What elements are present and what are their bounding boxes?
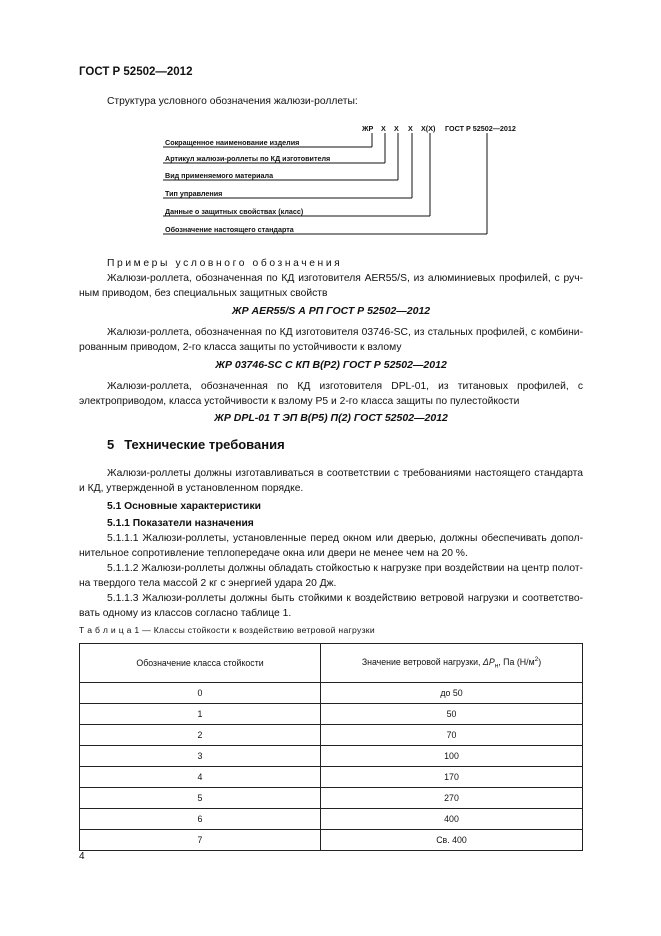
header-superscript: 2 [534,656,539,664]
header-text: , Па (Н/м [498,657,535,668]
code-part-standard: ГОСТ Р 52502—2012 [445,124,516,133]
example-2-text: Жалюзи-роллета, обозначенная по КД изготовителя 03746-SC, из стальных профилей, с комбини- [107,327,583,338]
wind-load-table [79,643,583,851]
header-text: Значение ветровой нагрузки, [361,657,483,668]
example-1-text: Жалюзи-роллета, обозначенная по КД изготовителя AER55/S, из алюминиевых профилей, с руч- [107,273,583,284]
table-row [80,788,583,809]
column-header-class: Обозначение класса стойкости [80,644,321,683]
class-cell: 0 [80,683,321,704]
clause-5-1-1-1: нительное сопротивление теплопередаче окна или двери не менее чем на 20 %. [79,548,468,559]
diagram-label: Артикул жалюзи-роллеты по КД изготовителя [165,154,331,163]
code-part: Х(Х) [421,124,436,133]
code-part: Х [381,124,386,133]
table-row [80,683,583,704]
structure-intro: Структура условного обозначения жалюзи-роллеты: [107,96,358,107]
clause-5-1-1-3: вать одному из классов согласно таблице 1. [79,608,292,619]
class-cell: 4 [80,767,321,788]
class-cell: 2 [80,725,321,746]
diagram-lines [0,0,661,260]
class-cell: 6 [80,809,321,830]
example-3-text: Жалюзи-роллета, обозначенная по КД изготовителя DPL-01, из титановых профилей, с [107,381,583,392]
diagram-label: Данные о защитных свойствах (класс) [165,207,304,216]
example-2-text: рованным приводом, 2-го класса защиты по устойчивости к взлому [79,342,402,353]
table-row [80,746,583,767]
examples-heading: Примеры условного обозначения [107,258,343,269]
diagram-label: Сокращенное наименование изделия [165,138,300,147]
clause-5-1-1-1: 5.1.1.1 Жалюзи-роллеты, установленные перед окном или дверью, должны обеспечивать допол- [107,533,583,544]
load-cell: 270 [321,788,583,809]
column-header-load [321,644,583,683]
designation-diagram [0,0,661,260]
example-1-text: ным приводом, без специальных защитных свойств [79,288,328,299]
class-cell: 1 [80,704,321,725]
table-row [80,830,583,851]
example-2-code: ЖР 03746-SC С КП В(Р2) ГОСТ Р 52502—2012 [215,359,447,371]
table-caption: Т а б л и ц а 1 — Классы стойкости к воздействию ветровой нагрузки [79,625,375,635]
table-header-row [80,644,583,683]
diagram-label: Тип управления [165,189,223,198]
section-5-heading [107,437,295,452]
table-row [80,809,583,830]
header-symbol: ΔP [482,657,495,668]
class-cell: 3 [80,746,321,767]
table-row [80,704,583,725]
section-number: 5 [107,437,115,452]
header-text: ) [538,657,542,668]
table-row [80,767,583,788]
load-cell: Св. 400 [321,830,583,851]
header-subscript: н [494,662,499,670]
section-5-paragraph: и КД, утвержденной в установленном порядке. [79,483,304,494]
subsection-5-1-1: 5.1.1 Показатели назначения [107,518,254,529]
example-1-code: ЖР AER55/S А РП ГОСТ Р 52502—2012 [231,305,431,317]
load-cell: 70 [321,725,583,746]
example-3-code: ЖР DPL-01 Т ЭП В(Р5) П(2) ГОСТ 52502—2012 [214,412,448,424]
code-part: Х [394,124,399,133]
load-cell: 170 [321,767,583,788]
page-number: 4 [79,851,85,862]
code-part: Х [408,124,413,133]
table-row [80,725,583,746]
diagram-label: Обозначение настоящего стандарта [165,225,294,234]
load-cell: 100 [321,746,583,767]
section-5-paragraph: Жалюзи-роллеты должны изготавливаться в соответствии с требованиями настоящего стандарта [107,468,583,479]
load-cell: до 50 [321,683,583,704]
load-cell: 50 [321,704,583,725]
diagram-label: Вид применяемого материала [165,171,274,180]
example-3-text: электроприводом, класса устойчивости к взлому Р5 и 2-го класса защиты по пулестойкости [79,396,520,407]
clause-5-1-1-2: 5.1.1.2 Жалюзи-роллеты должны обладать стойкостью к нагрузке при воздействии на центр полот- [107,563,583,574]
document-header: ГОСТ Р 52502—2012 [79,66,193,78]
clause-5-1-1-2: на твердого тела массой 2 кг с энергией удара 20 Дж. [79,578,337,589]
code-part: ЖР [362,124,374,133]
section-title: Технические требования [124,437,285,452]
subsection-5-1: 5.1 Основные характеристики [107,501,261,512]
class-cell: 5 [80,788,321,809]
class-cell: 7 [80,830,321,851]
load-cell: 400 [321,809,583,830]
clause-5-1-1-3: 5.1.1.3 Жалюзи-роллеты должны быть стойкими к воздействию ветровой нагрузки и соответство- [107,593,583,604]
